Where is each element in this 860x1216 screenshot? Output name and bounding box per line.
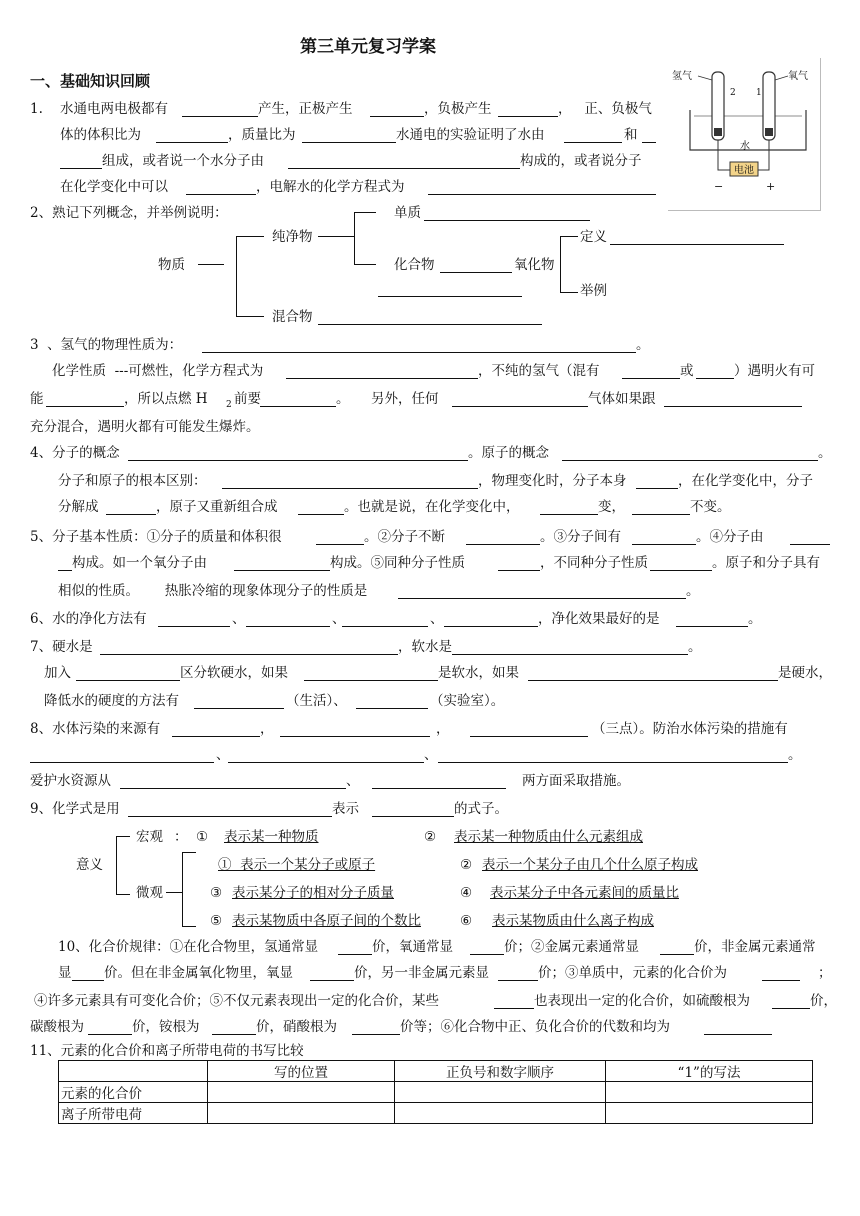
q3-text: 。 另外，任何	[336, 391, 439, 407]
q3-text: 。	[636, 337, 650, 353]
q4-text: 4、分子的概念	[30, 445, 120, 461]
micro-mark-2: ②	[460, 857, 473, 873]
table-header-row	[59, 1061, 813, 1082]
q8-blank[interactable]	[172, 736, 260, 737]
tree-line	[116, 894, 130, 895]
q1-blank[interactable]	[370, 116, 424, 117]
q10-text: 价，	[810, 993, 837, 1009]
q7-text: 降低水的硬度的方法有	[44, 693, 179, 709]
example-label: 举例	[580, 283, 607, 299]
q6-blank[interactable]	[676, 626, 748, 627]
q3-blank[interactable]	[622, 378, 680, 379]
q4-text: ，原子又重新组合成	[156, 499, 278, 515]
plus-sign: +	[766, 180, 776, 193]
q4-blank[interactable]	[298, 514, 344, 515]
micro-label: 微观	[136, 885, 163, 901]
q7-blank[interactable]	[194, 708, 284, 709]
q8-text: 两方面采取措施。	[522, 773, 630, 789]
minus-sign: −	[714, 180, 724, 193]
q7-text: 是硬水，	[778, 665, 832, 681]
q1-blank[interactable]	[186, 194, 256, 195]
table-cell[interactable]	[606, 1082, 813, 1103]
q8-text: 8、水体污染的来源有	[30, 721, 161, 737]
q10-text: 价；②金属元素通常显	[504, 939, 639, 955]
tree-line	[236, 236, 237, 316]
q1-text: 和	[624, 127, 638, 143]
micro-meaning-1: ① 表示一个某分子或原子	[218, 857, 376, 873]
q3-blank[interactable]	[202, 352, 636, 353]
q5-blank[interactable]	[234, 570, 330, 571]
q1-text: ，质量比为	[228, 127, 296, 143]
table-cell[interactable]	[208, 1082, 395, 1103]
q7-text: 加入	[44, 665, 71, 681]
table-cell: 元素的化合价	[59, 1082, 208, 1103]
q6-blank[interactable]	[342, 626, 428, 627]
q4-text: 不变。	[690, 499, 731, 515]
table-cell[interactable]	[208, 1103, 395, 1124]
q4-text: ，物理变化时，分子本身	[478, 473, 627, 489]
q4-blank[interactable]	[128, 460, 468, 461]
table-row	[59, 1103, 813, 1124]
water-label: 水	[740, 141, 750, 152]
q5-text: 构成。如一个氧分子由	[72, 555, 207, 571]
tree-line	[354, 264, 376, 265]
q9-blank[interactable]	[372, 816, 454, 817]
battery-label: 电池	[734, 165, 754, 176]
q7-text: 。	[688, 639, 702, 655]
q1-blank[interactable]	[182, 116, 258, 117]
q6-text: ，净化效果最好的是	[538, 611, 660, 627]
q10-text: 价，硝酸根为	[256, 1019, 337, 1035]
q8-sep: 、	[216, 747, 230, 763]
micro-meaning-6: 表示某物质由什么离子构成	[492, 913, 654, 929]
q8-blank[interactable]	[30, 762, 214, 763]
q4-blank[interactable]	[540, 514, 598, 515]
q10-text: 价，氧通常显	[372, 939, 453, 955]
tree-line	[198, 264, 224, 265]
tree-line	[166, 892, 182, 893]
q1-blank[interactable]	[498, 116, 558, 117]
q8-text: 。	[788, 747, 802, 763]
q4-text: 变，	[598, 499, 625, 515]
comparison-table	[58, 1060, 813, 1124]
tree-line	[236, 236, 264, 237]
q3-text: 能	[30, 391, 44, 407]
macro-mark-2: ②	[424, 829, 437, 845]
q8-blank[interactable]	[438, 762, 788, 763]
tube-mark-2: 2	[730, 88, 736, 98]
q10-text: 价，非金属元素通常	[694, 939, 816, 955]
q5-blank[interactable]	[498, 570, 540, 571]
q6-text: 。	[748, 611, 762, 627]
q5-text: 5、分子基本性质：①分子的质量和体积很	[30, 529, 282, 545]
q5-text: ，不同种分子性质	[540, 555, 648, 571]
q3-text: 化学性质 ---可燃性，化学方程式为	[52, 363, 264, 379]
q3-text: 充分混合，遇明火都有可能发生爆炸。	[30, 419, 260, 435]
tree-line	[182, 926, 196, 927]
q8-blank[interactable]	[120, 788, 346, 789]
q10-blank[interactable]	[494, 1008, 534, 1009]
q8-sep: ，	[436, 721, 450, 737]
q11-heading: 11、元素的化合价和离子所带电荷的书写比较	[30, 1043, 304, 1059]
table-cell[interactable]	[395, 1082, 606, 1103]
q10-text: 价。但在非金属氧化物里，氧显	[104, 965, 293, 981]
q8-blank[interactable]	[228, 762, 424, 763]
q10-text: 10、化合价规律：①在化合物里，氢通常显	[58, 939, 319, 955]
q1-text: ， 正、负极气	[558, 101, 652, 117]
q5-blank[interactable]	[58, 570, 72, 571]
micro-meaning-4: 表示某分子中各元素间的质量比	[490, 885, 679, 901]
q3-text: 3 、氢气的物理性质为：	[30, 337, 183, 353]
q1-text: ，负极产生	[424, 101, 492, 117]
q1-blank[interactable]	[428, 194, 656, 195]
matter-label: 物质	[158, 257, 185, 273]
q10-blank[interactable]	[704, 1034, 772, 1035]
macro-meaning-2: 表示某一种物质由什么元素组成	[454, 829, 643, 845]
q5-blank[interactable]	[650, 570, 712, 571]
q8-sep: 、	[346, 773, 360, 789]
q8-blank[interactable]	[280, 736, 430, 737]
micro-mark-5: ⑤	[210, 913, 223, 929]
q10-text: ④许多元素具有可变化合价；⑤不仅元素表现出一定的化合价，某些	[34, 993, 439, 1009]
q7-blank[interactable]	[304, 680, 438, 681]
q10-blank[interactable]	[72, 980, 104, 981]
q1-blank[interactable]	[642, 142, 656, 143]
q5-text: 。④分子由	[696, 529, 764, 545]
q4-blank[interactable]	[636, 488, 678, 489]
q4-blank[interactable]	[106, 514, 156, 515]
mixture-label: 混合物	[272, 309, 313, 325]
tree-line	[560, 236, 561, 292]
q6-blank[interactable]	[444, 626, 538, 627]
oxide-label: 氧化物	[514, 257, 555, 273]
table-cell[interactable]	[606, 1103, 813, 1124]
definition-label: 定义	[580, 229, 607, 245]
q10-blank[interactable]	[310, 980, 354, 981]
section-heading: 一、基础知识回顾	[30, 72, 151, 90]
q7-text: （生活）、	[286, 693, 347, 709]
q3-text: ，所以点燃 H	[124, 391, 208, 407]
q7-text: 7、硬水是	[30, 639, 93, 655]
q5-blank[interactable]	[790, 544, 830, 545]
q10-blank[interactable]	[762, 980, 800, 981]
tree-line	[182, 852, 183, 926]
table-header-cell	[59, 1061, 208, 1082]
q6-sep: 、	[232, 611, 246, 627]
tree-line	[236, 316, 264, 317]
q1-text: 1. 水通电两电极都有	[30, 101, 169, 117]
q1-text: 在化学变化中可以	[60, 179, 168, 195]
tree-line	[116, 836, 117, 894]
q8-sep: ，	[260, 721, 274, 737]
q10-blank[interactable]	[470, 954, 504, 955]
q9-text: 9、化学式是用	[30, 801, 120, 817]
q4-text: 分子和原子的根本区别：	[58, 473, 207, 489]
q7-blank[interactable]	[76, 680, 180, 681]
tree-line	[354, 212, 355, 264]
q6-text: 6、水的净化方法有	[30, 611, 147, 627]
q8-blank[interactable]	[470, 736, 588, 737]
table-cell: 离子所带电荷	[59, 1103, 208, 1124]
q8-blank[interactable]	[372, 788, 506, 789]
q5-text: 构成。⑤同种分子性质	[330, 555, 465, 571]
q6-blank[interactable]	[158, 626, 230, 627]
meaning-label: 意义	[76, 857, 103, 873]
q10-text: 也表现出一定的化合价，如硫酸根为	[534, 993, 750, 1009]
tree-line	[354, 212, 376, 213]
q5-blank[interactable]	[466, 544, 540, 545]
q6-sep: 、	[332, 611, 346, 627]
q1-text: 水通电的实验证明了水由	[396, 127, 545, 143]
q7-blank[interactable]	[356, 708, 428, 709]
q10-text: ；	[818, 965, 832, 981]
macro-mark-1: ①	[196, 829, 209, 845]
q10-text: 价，另一非金属元素显	[354, 965, 489, 981]
q5-text: 。	[686, 583, 700, 599]
q6-sep: 、	[430, 611, 444, 627]
tree-line	[560, 292, 578, 293]
q3-text: ，不纯的氢气（混有	[478, 363, 600, 379]
electrolysis-figure	[668, 58, 826, 214]
q1-text: 体的体积比为	[60, 127, 141, 143]
q5-text: 相似的性质。 热胀冷缩的现象体现分子的性质是	[58, 583, 368, 599]
q10-blank[interactable]	[338, 954, 372, 955]
q3-blank[interactable]	[452, 406, 588, 407]
micro-meaning-5: 表示某物质中各原子间的个数比	[232, 913, 421, 929]
tree-line	[116, 836, 130, 837]
q4-blank[interactable]	[632, 514, 690, 515]
q5-blank[interactable]	[316, 544, 364, 545]
q5-text: 。原子和分子具有	[712, 555, 820, 571]
q3-text: 前要	[234, 391, 261, 407]
table-cell[interactable]	[395, 1103, 606, 1124]
q4-text: 分解成	[58, 499, 99, 515]
q7-blank[interactable]	[100, 654, 398, 655]
q8-text: 爱护水资源从	[30, 773, 111, 789]
q4-text: ，在化学变化中，分子	[678, 473, 813, 489]
q5-blank[interactable]	[632, 544, 696, 545]
micro-meaning-3: 表示某分子的相对分子质量	[232, 885, 394, 901]
q1-blank[interactable]	[60, 168, 102, 169]
q4-text: 。	[818, 445, 832, 461]
q6-blank[interactable]	[246, 626, 330, 627]
q3-text: 气体如果跟	[588, 391, 656, 407]
q3-blank[interactable]	[286, 378, 478, 379]
q5-text: 。③分子间有	[540, 529, 621, 545]
table-header-cell: 写的位置	[208, 1061, 395, 1082]
compound-blank[interactable]	[378, 296, 522, 297]
q4-blank[interactable]	[222, 488, 478, 489]
colon: ：	[174, 829, 188, 845]
q10-blank[interactable]	[498, 980, 538, 981]
q3-blank[interactable]	[664, 406, 802, 407]
q1-blank[interactable]	[288, 168, 520, 169]
q10-blank[interactable]	[212, 1034, 256, 1035]
element-label: 单质	[394, 205, 421, 221]
q1-blank[interactable]	[302, 142, 396, 143]
h2-label: 氢气	[672, 71, 692, 82]
q7-text: 区分软硬水，如果	[180, 665, 288, 681]
subscript: 2	[226, 400, 232, 410]
q7-blank[interactable]	[528, 680, 778, 681]
q1-text: ，电解水的化学方程式为	[256, 179, 405, 195]
q3-blank[interactable]	[46, 406, 124, 407]
tree-line	[318, 236, 354, 237]
definition-blank[interactable]	[610, 244, 784, 245]
q4-blank[interactable]	[562, 460, 818, 461]
q1-text: 构成的，或者说分子	[520, 153, 642, 169]
tree-line	[182, 852, 196, 853]
q9-blank[interactable]	[128, 816, 332, 817]
compound-blank[interactable]	[440, 272, 512, 273]
micro-mark-6: ⑥	[460, 913, 473, 929]
micro-mark-4: ④	[460, 885, 473, 901]
q9-text: 的式子。	[454, 801, 508, 817]
q7-text: 是软水，如果	[438, 665, 519, 681]
q1-blank[interactable]	[564, 142, 622, 143]
q1-blank[interactable]	[156, 142, 228, 143]
macro-label: 宏观	[136, 829, 163, 845]
q2-heading: 2、熟记下列概念，并举例说明：	[30, 205, 228, 221]
q3-text: ）遇明火有可	[734, 363, 815, 379]
micro-meaning-2: 表示一个某分子由几个什么原子构成	[482, 857, 698, 873]
q3-blank[interactable]	[260, 406, 336, 407]
tree-line	[560, 236, 578, 237]
table-header-cell: “1”的写法	[606, 1061, 813, 1082]
o2-label: 氧气	[788, 71, 808, 82]
table-row	[59, 1082, 813, 1103]
q10-text: 价；③单质中，元素的化合价为	[538, 965, 727, 981]
q10-text: 价等；⑥化合物中正、负化合价的代数和均为	[400, 1019, 670, 1035]
q7-text: （实验室）。	[430, 693, 505, 709]
q10-text: 碳酸根为	[30, 1019, 84, 1035]
q4-text: 。也就是说，在化学变化中，	[344, 499, 520, 515]
element-blank[interactable]	[424, 220, 590, 221]
q10-blank[interactable]	[352, 1034, 400, 1035]
page-title: 第三单元复习学案	[300, 37, 436, 57]
q10-text: 显	[58, 965, 72, 981]
q7-blank[interactable]	[452, 654, 688, 655]
q7-text: ，软水是	[398, 639, 452, 655]
q10-text: 价，铵根为	[132, 1019, 200, 1035]
mixture-blank[interactable]	[318, 324, 542, 325]
q10-blank[interactable]	[660, 954, 694, 955]
micro-mark-3: ③	[210, 885, 223, 901]
q8-text: （三点）。防治水体污染的措施有	[592, 721, 788, 737]
q9-text: 表示	[332, 801, 359, 817]
q1-text: 产生，正极产生	[258, 101, 353, 117]
q8-sep: 、	[424, 747, 438, 763]
compound-label: 化合物	[394, 257, 435, 273]
q1-text: 组成，或者说一个水分子由	[102, 153, 264, 169]
q4-text: 。原子的概念	[468, 445, 549, 461]
table-header-cell: 正负号和数字顺序	[395, 1061, 606, 1082]
macro-meaning-1: 表示某一种物质	[224, 829, 319, 845]
q5-text: 。②分子不断	[364, 529, 445, 545]
q3-text: 或	[680, 363, 694, 379]
q5-blank[interactable]	[398, 598, 686, 599]
q3-blank[interactable]	[696, 378, 734, 379]
q10-blank[interactable]	[772, 1008, 810, 1009]
tube-mark-1: 1	[756, 88, 762, 98]
q10-blank[interactable]	[88, 1034, 132, 1035]
pure-label: 纯净物	[272, 229, 313, 245]
